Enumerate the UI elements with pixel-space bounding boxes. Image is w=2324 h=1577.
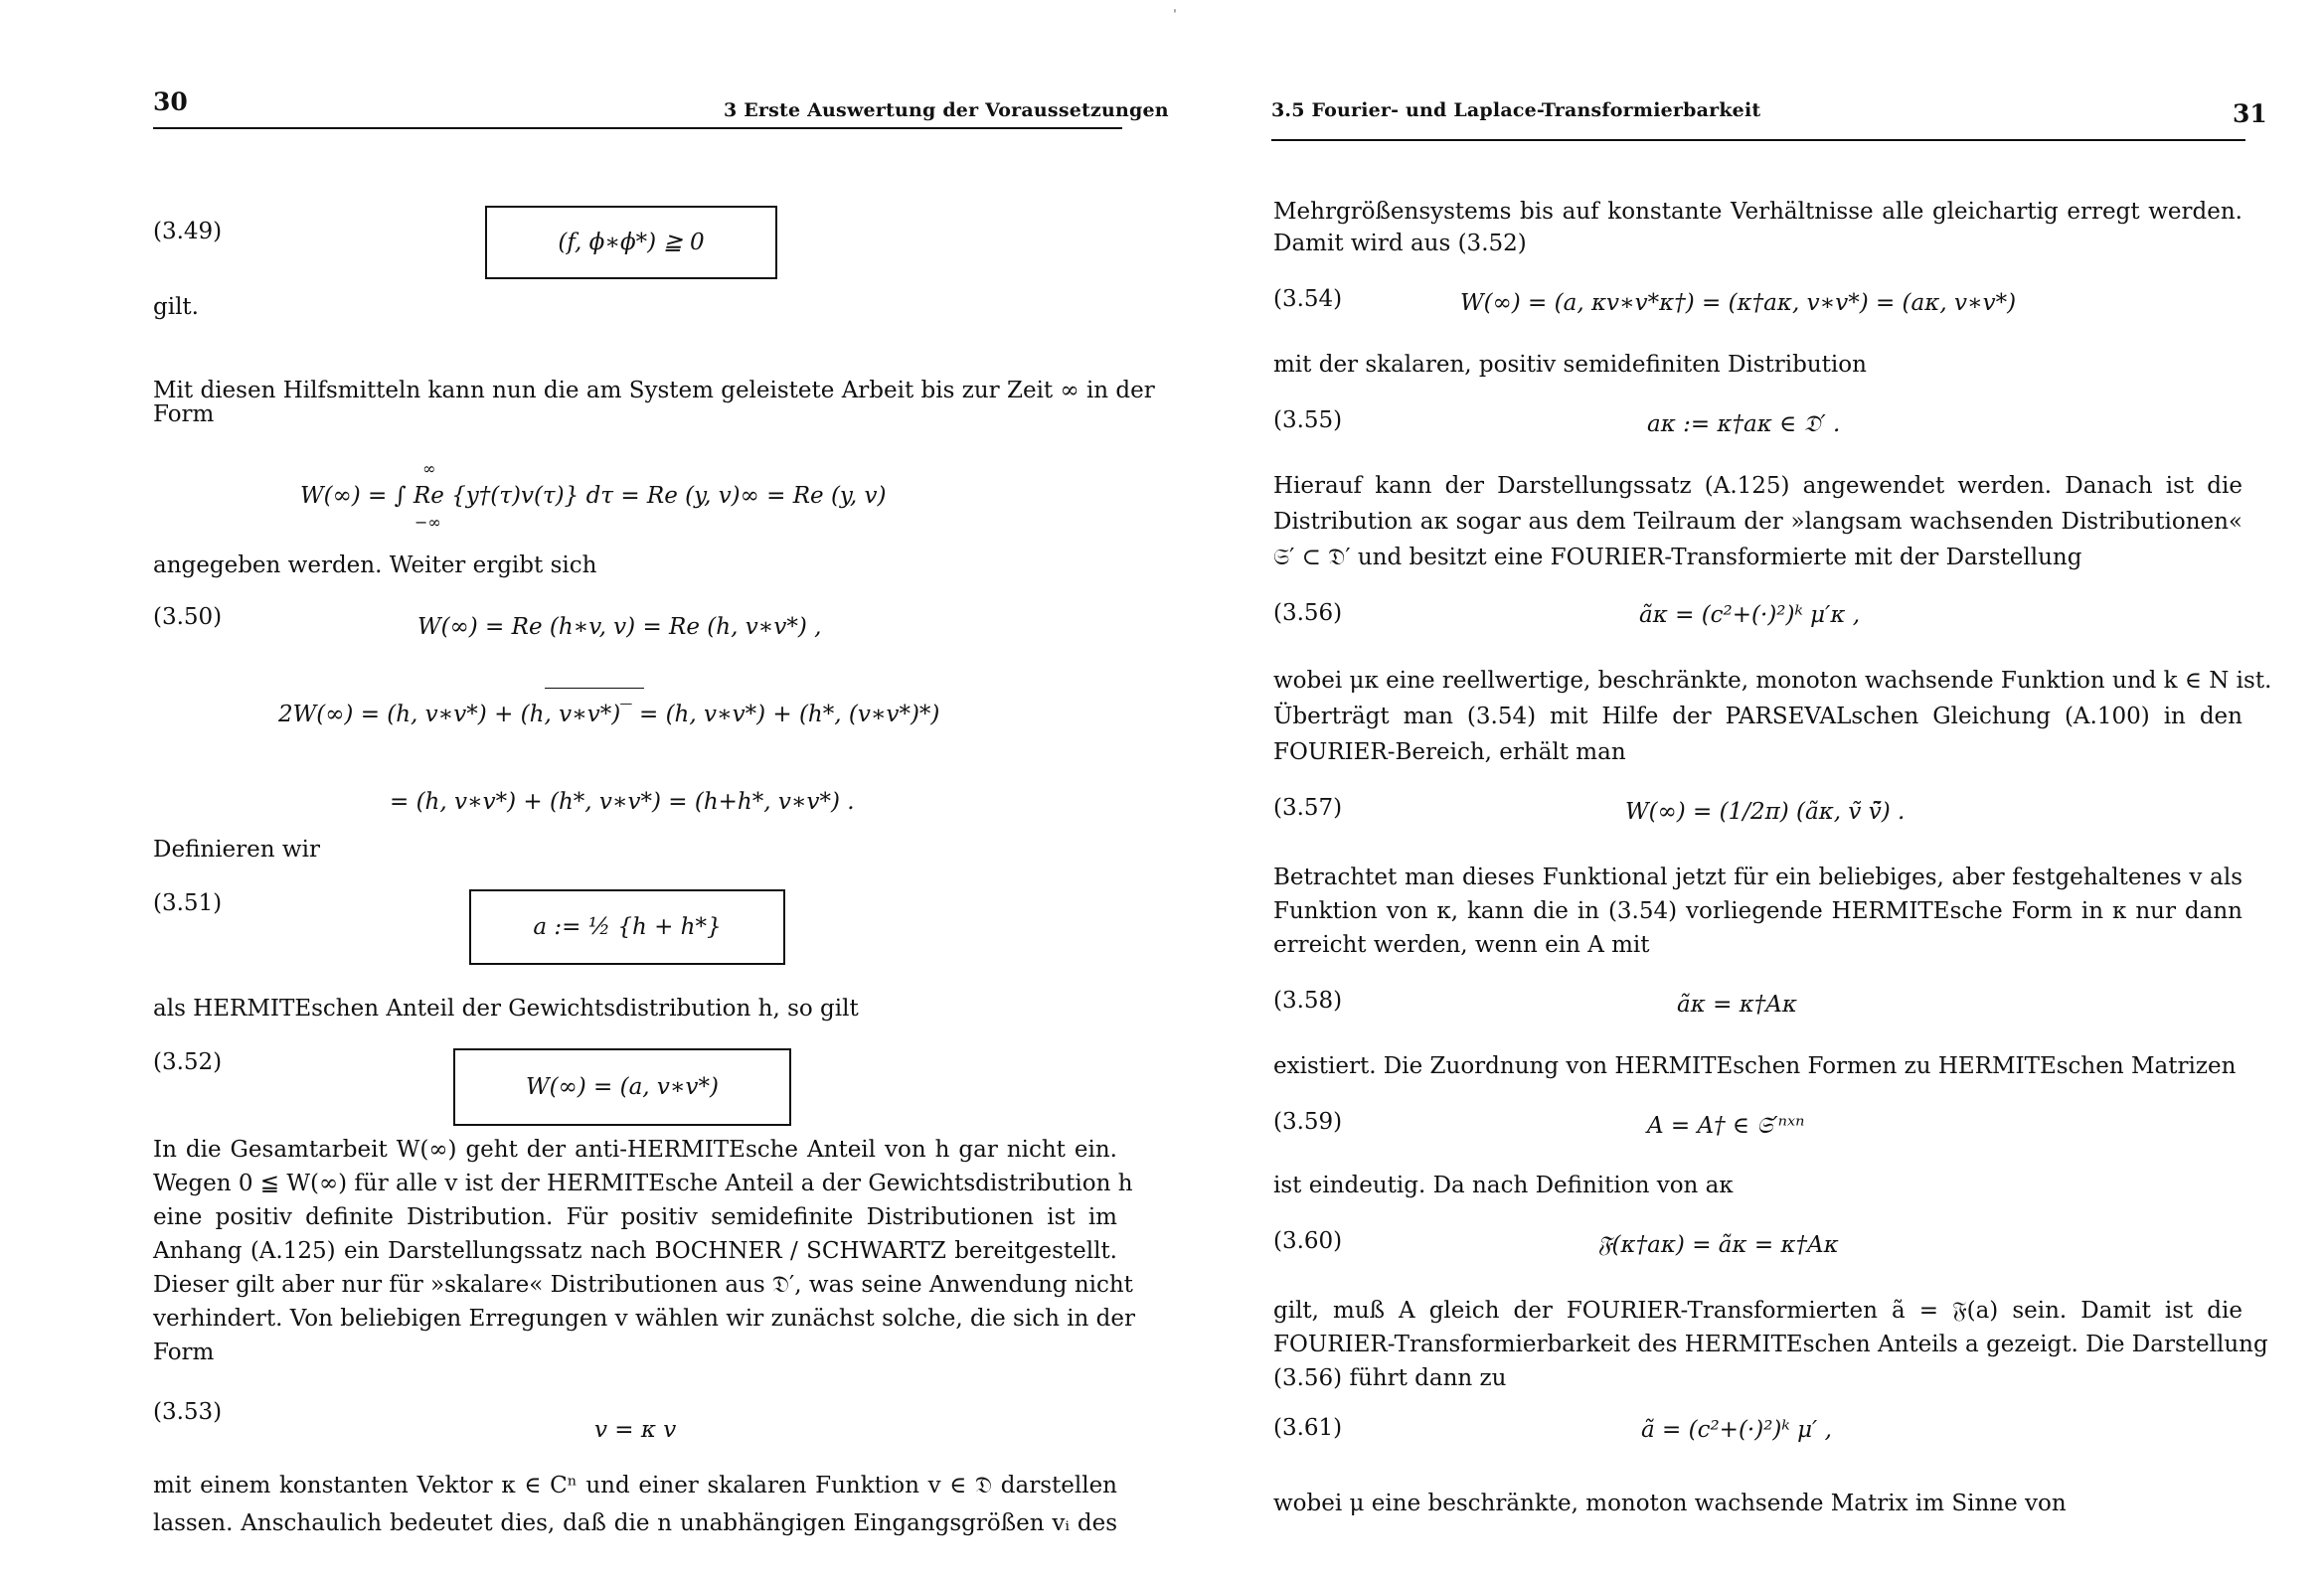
text-definieren: Definieren wir	[153, 837, 320, 863]
text-skalar: mit der skalaren, positiv semidefiniten Distribution	[1273, 352, 1867, 378]
equation-number: (3.53)	[153, 1399, 223, 1425]
boxed-equation-349	[485, 206, 777, 279]
running-head-right: 3.5 Fourier- und Laplace-Transformierbarkeit	[1271, 99, 1761, 121]
equation-number: (3.56)	[1273, 600, 1343, 626]
text-wobei: wobei μ eine beschränkte, monoton wachsende Matrix im Sinne von	[1273, 1491, 2067, 1516]
equation-350-line2: 2W(∞) = (h, v∗v*) + (h, v∗v*)‾ = (h, v∗v*) + (h*, (v∗v*)*)	[278, 702, 940, 727]
paragraph-line: Wegen 0 ≦ W(∞) für alle v ist der HERMITEsche Anteil a der Gewichtsdistribution h	[153, 1171, 1133, 1196]
paragraph-line: Form	[153, 401, 215, 427]
equation-number: (3.49)	[153, 219, 223, 244]
header-rule-left	[153, 127, 1122, 129]
equation-number: (3.54)	[1273, 286, 1343, 312]
equation-number: (3.55)	[1273, 407, 1343, 433]
equation-350-line3: = (h, v∗v*) + (h*, v∗v*) = (h+h*, v∗v*) .	[390, 789, 855, 815]
text-angegeben: angegeben werden. Weiter ergibt sich	[153, 552, 597, 578]
equation-number: (3.60)	[1273, 1228, 1343, 1254]
paragraph-line: Überträgt man (3.54) mit Hilfe der PARSEVALschen Gleichung (A.100) in den	[1273, 704, 2242, 729]
paragraph-line: Dieser gilt aber nur für »skalare« Distributionen aus 𝔇′, was seine Anwendung nicht	[153, 1272, 1133, 1298]
equation-359: A = A† ∈ 𝔖′ⁿˣⁿ	[1647, 1113, 1805, 1139]
equation-number: (3.51)	[153, 890, 223, 916]
paragraph-line: Mehrgrößensystems bis auf konstante Verhältnisse alle gleichartig erregt werden.	[1273, 199, 2242, 225]
equation-number: (3.59)	[1273, 1109, 1343, 1135]
paragraph-line: Damit wird aus (3.52)	[1273, 231, 1527, 256]
paragraph-line: 𝔖′ ⊂ 𝔇′ und besitzt eine FOURIER-Transformierte mit der Darstellung	[1273, 545, 2082, 570]
paragraph-line: FOURIER-Transformierbarkeit des HERMITEschen Anteils a gezeigt. Die Darstellung	[1273, 1332, 2268, 1357]
paragraph-line: Betrachtet man dieses Funktional jetzt für ein beliebiges, aber festgehaltenes v als	[1273, 865, 2242, 890]
paragraph-line: Distribution aκ sogar aus dem Teilraum der »langsam wachsenden Distributionen«	[1273, 509, 2242, 535]
paragraph-line: In die Gesamtarbeit W(∞) geht der anti-HERMITEsche Anteil von h gar nicht ein.	[153, 1137, 1117, 1163]
page-number-left: 30	[153, 87, 188, 116]
paragraph-line: Mit diesen Hilfsmitteln kann nun die am System geleistete Arbeit bis zur Zeit ∞ in der	[153, 378, 1155, 403]
equation-357: W(∞) = (1/2π) (ãκ, ṽ v̄̃) .	[1625, 799, 1906, 825]
paragraph-line: wobei μκ eine reellwertige, beschränkte, monoton wachsende Funktion und k ∈ N ist.	[1273, 668, 2272, 694]
page-number-right: 31	[2233, 99, 2267, 128]
equation-361: ã = (c²+(·)²)ᵏ μ′ ,	[1641, 1417, 1832, 1443]
scan-mark: ˈ	[1173, 8, 1177, 24]
integral-upper-limit: ∞	[422, 459, 436, 478]
boxed-equation-352	[453, 1048, 791, 1126]
boxed-equation-351	[469, 889, 785, 965]
paragraph-line: Anhang (A.125) ein Darstellungssatz nach BOCHNER / SCHWARTZ bereitgestellt.	[153, 1238, 1117, 1264]
text-eindeutig: ist eindeutig. Da nach Definition von aκ	[1273, 1173, 1734, 1198]
equation-number: (3.50)	[153, 604, 223, 630]
equation-356: ãκ = (c²+(·)²)ᵏ μ′κ ,	[1639, 602, 1861, 628]
equation-number: (3.57)	[1273, 795, 1343, 821]
equation-350-line1: W(∞) = Re (h∗v, v) = Re (h, v∗v*) ,	[417, 614, 822, 640]
equation-353: v = κ v	[594, 1417, 677, 1443]
running-head-left: 3 Erste Auswertung der Voraussetzungen	[724, 99, 1169, 121]
paragraph-line: eine positiv definite Distribution. Für positiv semidefinite Distributionen ist im	[153, 1204, 1117, 1230]
paragraph-line: Hierauf kann der Darstellungssatz (A.125) angewendet werden. Danach ist die	[1273, 473, 2242, 499]
equation-360: 𝔉(κ†aκ) = ãκ = κ†Aκ	[1597, 1232, 1839, 1258]
equation-number: (3.52)	[153, 1049, 223, 1075]
paragraph-line: Form	[153, 1340, 215, 1365]
paragraph-line: verhindert. Von beliebigen Erregungen v wählen wir zunächst solche, die sich in der	[153, 1306, 1136, 1332]
text-als: als HERMITEschen Anteil der Gewichtsdistribution h, so gilt	[153, 996, 859, 1022]
equation-formula: W(∞) = (a, v∗v*)	[525, 1074, 720, 1100]
equation-355: aκ := κ†aκ ∈ 𝔇′ .	[1647, 411, 1841, 437]
header-rule-right	[1271, 139, 2245, 141]
text-gilt: gilt.	[153, 294, 199, 320]
paragraph-line: gilt, muß A gleich der FOURIER-Transformierten ã = 𝔉(a) sein. Damit ist die	[1273, 1298, 2242, 1324]
paragraph-line: erreicht werden, wenn ein A mit	[1273, 932, 1650, 958]
paragraph-line: mit einem konstanten Vektor κ ∈ Cⁿ und einer skalaren Funktion v ∈ 𝔇 darstellen	[153, 1473, 1117, 1498]
conjugate-bar	[545, 688, 644, 689]
paragraph-line: FOURIER-Bereich, erhält man	[1273, 739, 1626, 765]
equation-formula: (f, ϕ∗ϕ*) ≧ 0	[558, 230, 705, 255]
equation-W-integral: W(∞) = ∫ Re {y†(τ)v(τ)} dτ = Re (y, v)∞ = Re (y, v)	[300, 483, 887, 509]
equation-number: (3.61)	[1273, 1415, 1343, 1441]
right-page	[1162, 0, 2324, 1577]
equation-354: W(∞) = (a, κv∗v*κ†) = (κ†aκ, v∗v*) = (aκ, v∗v*)	[1460, 290, 2017, 316]
equation-358: ãκ = κ†Aκ	[1677, 992, 1797, 1018]
equation-number: (3.58)	[1273, 988, 1343, 1014]
text-existiert: existiert. Die Zuordnung von HERMITEschen Formen zu HERMITEschen Matrizen	[1273, 1053, 2237, 1079]
integral-lower-limit: −∞	[415, 513, 441, 532]
equation-formula: a := ½ {h + h*}	[533, 914, 722, 940]
paragraph-line: Funktion von κ, kann die in (3.54) vorliegende HERMITEsche Form in κ nur dann	[1273, 898, 2242, 924]
paragraph-line: (3.56) führt dann zu	[1273, 1365, 1507, 1391]
paragraph-line: lassen. Anschaulich bedeutet dies, daß die n unabhängigen Eingangsgrößen vᵢ des	[153, 1510, 1117, 1536]
